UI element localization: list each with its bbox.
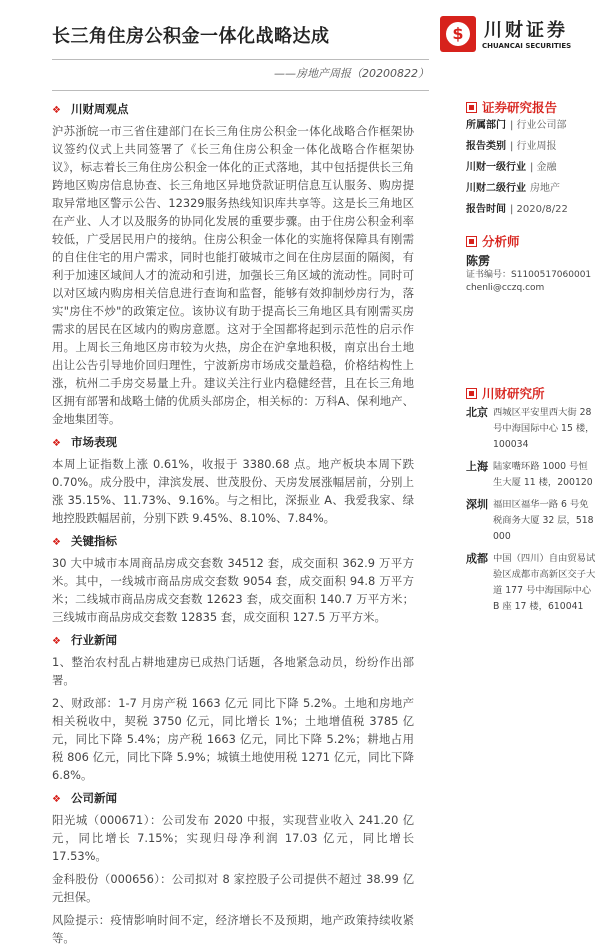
view-paragraph: 沪苏浙皖一市三省住建部门在长三角住房公积金一体化战略合作框架协议签约仪式上共同签署了《长三角住房公积金一体化战略合作框架协议》，标志着长三角住房公积金一体化的正式落地，其中包括提供长三角跨地区购房信息协查、长三角地区异地贷款证明信息互认服务、购房提取异常地区警示公告、12329服务热线知识库共享等。这是长三角地区在产业、人才以及服务的协同化发展的重要步骤。由于住房公积金利率较低，广受居民用户的接纳。住房公积金一体化的实施将保障具有刚需的自住住宅的用户需求，同时也能打破城市之间在住房层面的隔阂，有利于加速区域间人才的流动和引进，加强长三角区域的流动性。同时可以对区域内购房相关信息进行查询和监督，能够有效抑制炒房行为，落实"房住不炒"的政策定位。该协议有助于提高长三角地区具有刚需买房需求的居民在区域内的购房意愿。这对于全国都将起到示范性的启示作用。上周长三角地区房市较为火热，房企在沪拿地积极，南京出台土地出让公告引导地价回归理性，宁波新房市场成交量趋稳，价格结构性上涨，杭州二手房交易量上升。建议关注行业内稳健经营，且在长三角地区拥有部署和战略土储的优质头部房企，相关标的：万科A、保利地产、金地集团等。 bbox=[52, 124, 414, 426]
office-city: 北京 bbox=[466, 406, 488, 419]
heading-text: 证券研究报告 bbox=[482, 100, 558, 115]
market-paragraph: 本周上证指数上涨 0.61%，收报于 3380.68 点。地产板块本周下跌 0.70%。成分股中，津滨发展、世茂股份、天房发展涨幅居前，分别上涨 35.15%、11.73%、9.16%。与之相比，深振业 A、我爱我家、绿地控股跌幅居前，分别下跌 9.45%、8.10%、7.84%。 bbox=[52, 457, 414, 525]
heading-text: 川财周观点 bbox=[70, 102, 129, 116]
company-news-item: 金科股份（000656）：公司拟对 8 家控股子公司提供不超过 38.99 亿元担保。 bbox=[52, 872, 414, 904]
office-city: 成都 bbox=[466, 552, 488, 565]
info-value: | 金融 bbox=[530, 162, 557, 173]
office-address: 中国（四川）自由贸易试验区成都市高新区交子大道 177 号中海国际中心 B 座 17 楼，610041 bbox=[493, 553, 596, 612]
report-title: 长三角住房公积金一体化战略达成 bbox=[52, 26, 330, 47]
info-row bbox=[466, 182, 596, 196]
section-heading-industry bbox=[52, 632, 414, 650]
office-entry bbox=[466, 459, 596, 491]
info-value: | 行业周报 bbox=[510, 141, 557, 152]
analyst-cert: 证书编号：S1100517060001 bbox=[466, 270, 592, 280]
institute-heading bbox=[466, 385, 596, 402]
indicators-paragraph: 30 大中城市本周商品房成交套数 34512 套，成交面积 362.9 万平方米。其中，一线城市商品房成交套数 9054 套，成交面积 94.8 万平方米；二线城市商品房成交套数 12623 套，成交面积 140.7 万平方米；三线城市商品房成交套数 12835 套，成交面积 127.5 万平方米。 bbox=[52, 556, 414, 624]
diamond-bullet-icon: ❖ bbox=[52, 438, 61, 449]
office-city: 深圳 bbox=[466, 498, 488, 511]
section-heading-market bbox=[52, 434, 414, 452]
heading-text: 川财研究所 bbox=[482, 386, 545, 401]
section-heading-company bbox=[52, 790, 414, 808]
diamond-bullet-icon: ❖ bbox=[52, 636, 61, 647]
title-divider bbox=[52, 59, 429, 60]
industry-news-item: 2、财政部：1-7 月房产税 1663 亿元 同比下降 5.2%。土地和房地产相关税收中，契税 3750 亿元，同比增长 1%；土地增值税 3785 亿元，同比下降 5.4%；房产税 1663 亿元，同比下降 5.2%；耕地占用税 806 亿元，同比下降 5.9%；城镇土地使用税 1271 亿元，同比下降 6.8%。 bbox=[52, 696, 414, 782]
office-address: 西城区平安里西大街 28 号中海国际中心 15 楼，100034 bbox=[493, 407, 595, 450]
logo-text-en: CHUANCAI SECURITIES bbox=[482, 42, 572, 50]
info-label: 报告时间 bbox=[466, 204, 506, 215]
diamond-bullet-icon: ❖ bbox=[52, 537, 61, 548]
heading-text: 市场表现 bbox=[70, 435, 117, 449]
heading-text: 关键指标 bbox=[70, 534, 117, 548]
analyst-name: 陈雳 bbox=[466, 254, 491, 268]
info-label: 所属部门 bbox=[466, 120, 506, 131]
info-label: 川财一级行业 bbox=[466, 162, 526, 173]
info-row bbox=[466, 203, 596, 217]
office-entry bbox=[466, 497, 596, 545]
company-news-item: 阳光城（000671）：公司发布 2020 中报，实现营业收入 241.20 亿元，同比增长 7.15%；实现归母净利润 17.03 亿元，同比增长 17.53%。 bbox=[52, 813, 414, 863]
report-type-heading bbox=[466, 99, 596, 116]
office-entry bbox=[466, 405, 596, 453]
report-subtitle: ——房地产周报（20200822） bbox=[274, 67, 429, 80]
industry-news-item: 1、整治农村乱占耕地建房已成热门话题，各地紧急动员，纷纷作出部署。 bbox=[52, 655, 414, 687]
info-value: | 行业公司部 bbox=[510, 120, 567, 131]
info-label: 川财二级行业 bbox=[466, 183, 526, 194]
box-bullet-icon bbox=[466, 388, 477, 399]
section-heading-indicators bbox=[52, 533, 414, 551]
info-row bbox=[466, 119, 596, 133]
heading-text: 公司新闻 bbox=[70, 791, 117, 805]
info-label: 报告类别 bbox=[466, 141, 506, 152]
heading-text: 行业新闻 bbox=[70, 633, 117, 647]
info-row bbox=[466, 161, 596, 175]
logo-text-cn: 川财证券 bbox=[484, 20, 568, 41]
office-city: 上海 bbox=[466, 460, 488, 473]
main-content bbox=[52, 101, 414, 952]
office-address: 陆家嘴环路 1000 号恒生大厦 11 楼，200120 bbox=[493, 461, 593, 488]
sidebar bbox=[466, 99, 596, 621]
diamond-bullet-icon: ❖ bbox=[52, 105, 61, 116]
section-heading-view bbox=[52, 101, 414, 119]
risk-warning: 风险提示：疫情影响时间不定，经济增长不及预期，地产政策持续收紧等。 bbox=[52, 913, 414, 945]
box-bullet-icon bbox=[466, 102, 477, 113]
heading-text: 分析师 bbox=[482, 234, 520, 249]
subtitle-divider bbox=[52, 90, 429, 91]
company-logo-icon: $ bbox=[440, 16, 476, 52]
office-address: 福田区福华一路 6 号免税商务大厦 32 层，518000 bbox=[493, 499, 594, 542]
diamond-bullet-icon: ❖ bbox=[52, 794, 61, 805]
analyst-heading bbox=[466, 233, 596, 250]
info-value: | 2020/8/22 bbox=[510, 204, 568, 215]
office-entry bbox=[466, 551, 596, 615]
box-bullet-icon bbox=[466, 236, 477, 247]
analyst-email[interactable]: chenli@cczq.com bbox=[466, 283, 545, 293]
info-value: 房地产 bbox=[530, 183, 560, 194]
info-row bbox=[466, 140, 596, 154]
